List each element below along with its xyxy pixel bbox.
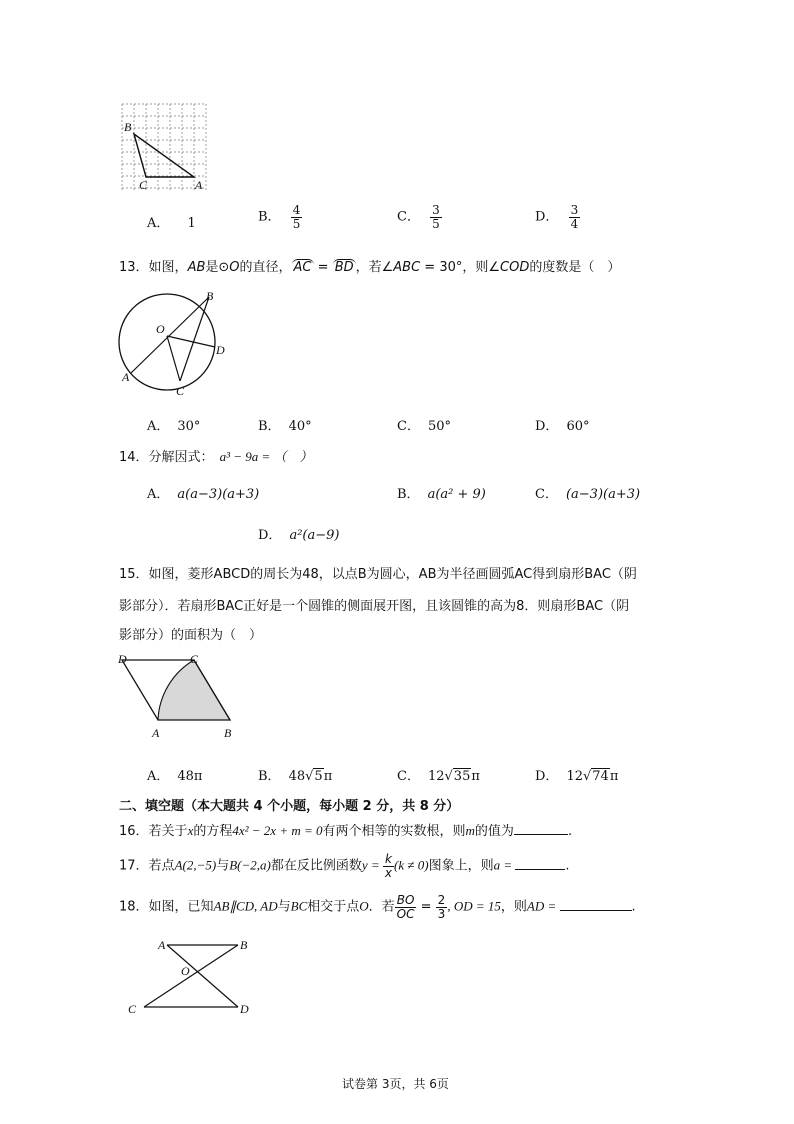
q16-stem: 16．若关于x的方程4x² − 2x + m = 0有两个相等的实数根，则m的值为 . <box>119 823 573 839</box>
q18-label-b: B <box>240 938 248 952</box>
q16-answer-blank[interactable] <box>514 822 568 835</box>
q17-stem: 17．若点A(2,−5)与B(−2,a)都在反比例函数y = $\frac{k}{x}$ (k ≠ 0)图象上，则a = . <box>119 852 570 880</box>
option-fraction: $\frac{4}{5}$ <box>292 203 301 231</box>
option-fraction: $\frac{3}{4}$ <box>570 203 579 231</box>
q15-line-2: 影部分）．若扇形BAC正好是一个圆锥的侧面展开图，且该圆锥的高为8．则扇形BAC（阴 <box>119 599 630 614</box>
q12-label-c: C <box>139 178 148 192</box>
option-letter: B． <box>258 209 281 225</box>
q15-line-3: 影部分）的面积为（ ） <box>119 628 263 643</box>
q17-answer-blank[interactable] <box>515 857 565 870</box>
q18-label-d: D <box>240 1002 249 1016</box>
q18-label-c: C <box>128 1002 137 1016</box>
q13-option-b[interactable]: B． 40° <box>258 419 312 434</box>
q15-label-d: D <box>118 652 127 666</box>
q14-option-a[interactable]: A． a(a−3)(a+3) <box>147 487 260 502</box>
q15-option-b[interactable]: B． 48√5π <box>258 769 333 784</box>
q13-label-o: O <box>156 322 165 336</box>
q18-label-a: A <box>158 938 166 952</box>
q12-label-b: B <box>124 120 132 134</box>
q15-option-c[interactable]: C． 12√35π <box>397 769 480 784</box>
page-footer: 试卷第 3页，共 6页 <box>342 1077 449 1091</box>
q15-sector <box>158 660 230 720</box>
q13-option-d[interactable]: D． 60° <box>535 419 590 434</box>
q13-label-a: A <box>122 370 130 384</box>
q18-fraction-2-3: $\frac{2}{3}$ <box>437 893 446 921</box>
q13-label-b: B <box>206 289 214 303</box>
q18-fraction-bo-oc: $\frac{BO}{OC}$ <box>396 893 415 921</box>
q15-figure <box>112 650 242 745</box>
q14-option-b[interactable]: B． a(a² + 9) <box>397 487 486 502</box>
arc-bd: BD <box>334 260 354 275</box>
arc-ac: AC <box>293 260 312 275</box>
option-letter: C． <box>397 209 420 225</box>
q13-label-c: C <box>176 384 185 398</box>
option-text: 1 <box>187 216 196 231</box>
q18-answer-blank[interactable] <box>560 898 632 911</box>
q12-option-c[interactable] <box>397 204 442 230</box>
q15-label-b: B <box>224 726 232 740</box>
q12-option-b[interactable] <box>258 204 302 230</box>
q13-circle <box>119 294 215 390</box>
q18-figure <box>122 935 262 1020</box>
q13-option-a[interactable]: A． 30° <box>147 419 201 434</box>
q15-option-d[interactable]: D． 12√74π <box>535 769 619 784</box>
q15-option-a[interactable]: A． 48π <box>147 769 203 784</box>
q13-label-d: D <box>216 343 225 357</box>
q12-option-d[interactable] <box>535 204 580 230</box>
q15-line-1: 15．如图，菱形ABCD的周长为48，以点B为圆心，AB为半径画圆弧AC得到扇形BAC（阴 <box>119 567 637 582</box>
q14-option-d[interactable]: D． a²(a−9) <box>258 528 340 543</box>
q14-option-c[interactable]: C． (a−3)(a+3) <box>535 487 641 502</box>
option-fraction: $\frac{3}{5}$ <box>432 203 440 231</box>
q18-stem: 18．如图，已知AB∥CD, AD与BC相交于点O．若 $\frac{BO}{OC}$ = $\frac{2}{3}$ , OD = 15，则AD = . <box>119 893 636 921</box>
q13-figure <box>112 285 242 400</box>
q18-label-o: O <box>181 964 190 978</box>
q13-stem: 13．如图，AB是⊙O的直径， AC = BD ，若∠ABC = 30°，则∠COD的度数是（ ） <box>119 260 621 275</box>
q12-label-a: A <box>195 178 203 192</box>
section-2-title: 二、填空题（本大题共 4 个小题，每小题 2 分，共 8 分） <box>119 799 460 814</box>
q13-option-c[interactable]: C． 50° <box>397 419 451 434</box>
q12-triangle <box>134 134 194 177</box>
q12-option-a[interactable] <box>147 212 196 231</box>
option-letter: A． <box>147 216 170 231</box>
option-letter: D． <box>535 209 559 225</box>
q17-fraction: $\frac{k}{x}$ <box>384 852 392 880</box>
q15-label-a: A <box>152 726 160 740</box>
q15-label-c: C <box>190 652 199 666</box>
q14-stem: 14．分解因式： a³ − 9a = （ ） <box>119 449 313 465</box>
q12-figure <box>118 100 213 195</box>
